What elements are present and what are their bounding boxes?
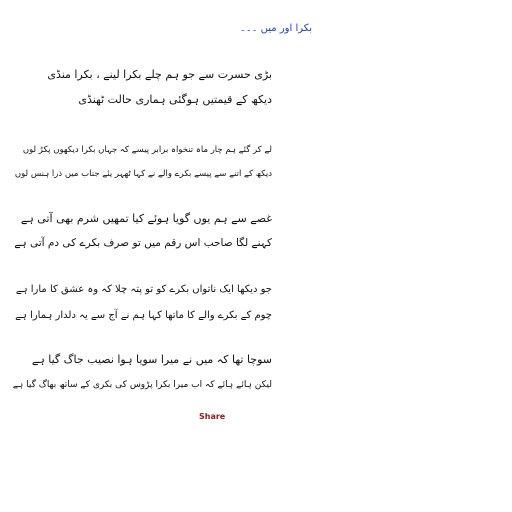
poem-line: کہنے لگا صاحب اس رقم میں تو صرف بکرے کی دم آتی ہے	[14, 237, 272, 249]
poem-line: لے کر گئے ہم چار ماہ تنخواہ برابر پیسے کہ جہاں بکرا دیکھوں پکڑ لوں	[22, 145, 272, 155]
poem-line: لیکن ہائے ہائے کہ اب میرا بکرا پڑوس کی بکری کے ساتھ بھاگ گیا ہے	[12, 380, 272, 390]
poem-line: سوچا تھا کہ میں نے میرا سویا ہوا نصیب جاگ گیا ہے	[31, 353, 272, 366]
poem-line: بڑی حسرت سے جو ہم چلے بکرا لینے ، بکرا منڈی	[47, 68, 272, 81]
poem-line: دیکھ کے قیمتیں ہوگئی ہماری حالت ٹھنڈی	[78, 93, 272, 106]
poem-title: بکرا اور میں ۔۔۔	[239, 23, 313, 34]
poem-line: چوم کے بکرے والے کا ماتھا کہا ہم نے آج سے یہ دلدار ہمارا ہے	[15, 310, 272, 321]
poem-line: جو دیکھا ایک ناتواں بکرے کو تو پتہ چلا کہ وہ عشق کا مارا ہے	[15, 284, 272, 295]
poem-line: دیکھ کے اتنے سے پیسے بکرے والے نے کہا ٹھہر یئے جناب میں ذرا ہنس لوں	[14, 169, 272, 179]
poem-line: غصے سے ہم یوں گویا ہوئے کیا تمھیں شرم بھی آتی ہے	[20, 212, 272, 225]
share-link[interactable]: Share	[199, 412, 226, 421]
